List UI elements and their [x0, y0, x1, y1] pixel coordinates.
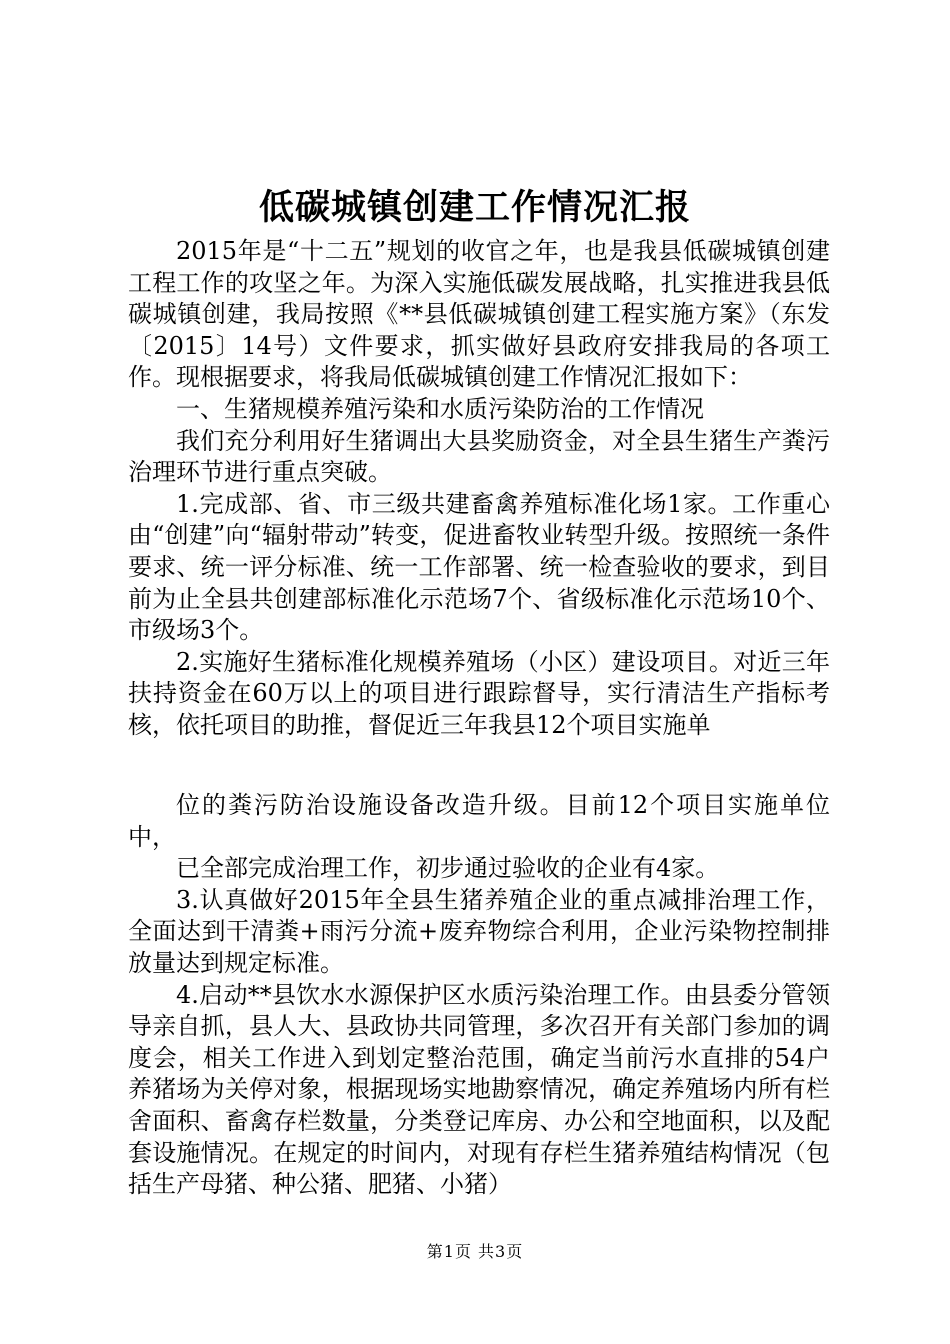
section-heading-1: 一、生猪规模养殖污染和水质污染防治的工作情况 [176, 394, 704, 423]
paragraph-item-2-completion: 已全部完成治理工作，初步通过验收的企业有4家。 [176, 854, 720, 883]
paragraph-item-3: 3.认真做好2015年全县生猪养殖企业的重点减排治理工作，全面达到干清粪+雨污分流+废弃物综合利用，企业污染物控制排放量达到规定标准。 [128, 885, 830, 977]
paragraph-item-2: 2.实施好生猪标准化规模养殖场（小区）建设项目。对近三年扶持资金在60万以上的项目进行跟踪督导，实行清洁生产指标考核，依托项目的助推，督促近三年我县12个项目实施单 [128, 647, 830, 739]
paragraph-item-1: 1.完成部、省、市三级共建畜禽养殖标准化场1家。工作重心由“创建”向“辐射带动”转变，促进畜牧业转型升级。按照统一条件要求、统一评分标准、统一工作部署、统一检查验收的要求，到目前为止全县共创建部标准化示范场7个、省级标准化示范场10个、市级场3个。 [128, 489, 830, 645]
paragraph-section-1-intro: 我们充分利用好生猪调出大县奖励资金，对全县生猪生产粪污治理环节进行重点突破。 [128, 426, 830, 487]
paragraph-item-2-continued: 位的粪污防治设施设备改造升级。目前12个项目实施单位中， [128, 791, 830, 851]
paragraph-item-4: 4.启动**县饮水水源保护区水质污染治理工作。由县委分管领导亲自抓，县人大、县政协共同管理，多次召开有关部门参加的调度会，相关工作进入到划定整治范围，确定当前污水直排的54户养猪场为关停对象，根据现场实地勘察情况，确定养殖场内所有栏舍面积、畜禽存栏数量，分类登记库房、办公和空地面积，以及配套设施情况。在规定的时间内，对现有存栏生猪养殖结构情况（包括生产母猪、种公猪、肥猪、小猪） [128, 980, 830, 1199]
document-body-top [128, 236, 830, 742]
document-body-bottom [128, 790, 830, 1201]
document-title: 低碳城镇创建工作情况汇报 [258, 187, 691, 228]
paragraph-intro: 2015年是“十二五”规划的收官之年，也是我县低碳城镇创建工程工作的攻坚之年。为深入实施低碳发展战略，扎实推进我县低碳城镇创建，我局按照《**县低碳城镇创建工程实施方案》（东发〔2015〕14号）文件要求，抓实做好县政府安排我局的各项工作。现根据要求，将我局低碳城镇创建工作情况汇报如下： [128, 237, 830, 392]
page-footer: 第1页 共3页 [426, 1242, 524, 1261]
